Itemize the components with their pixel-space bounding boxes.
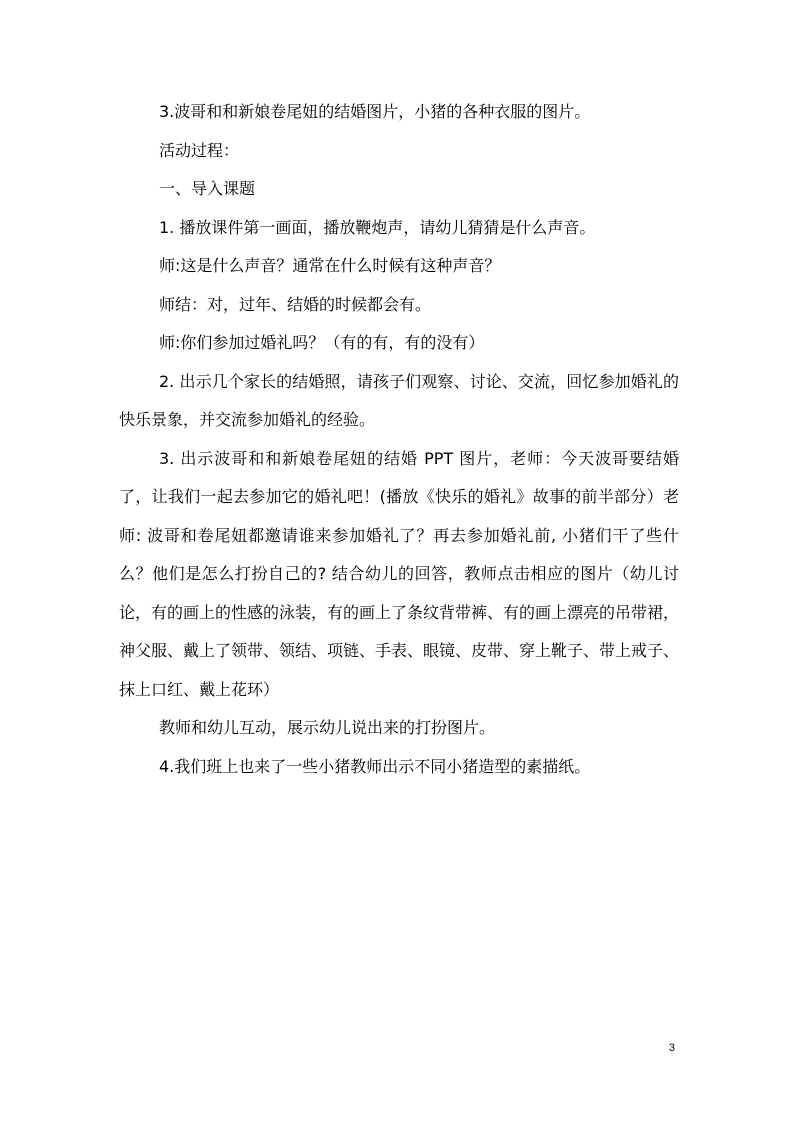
paragraph-step-1: 1. 播放课件第一画面，播放鞭炮声，请幼儿猜猜是什么声音。 (159, 217, 596, 237)
document-body (119, 93, 679, 786)
paragraph-step-2: 2. 出示几个家长的结婚照，请孩子们观察、讨论、交流，回忆参加婚礼的快乐景象，并交流参加婚礼的经验。 (119, 371, 679, 429)
paragraph-teacher-wedding-question: 师:你们参加过婚礼吗？（有的有，有的没有） (159, 333, 485, 352)
section-heading-intro: 一、导入课题 (159, 179, 256, 198)
paragraph-interaction: 教师和幼儿互动，展示幼儿说出来的打扮图片。 (159, 718, 496, 737)
paragraph-teacher-summary: 师结：对，过年、结婚的时候都会有。 (159, 294, 432, 314)
paragraph-step-3: 3. 出示波哥和和新娘卷尾妞的结婚 PPT 图片，老师：今天波哥要结婚了，让我们一起去参加它的婚礼吧！(播放《快乐的婚礼》故事的前半部分）老师: 波哥和卷尾妞都邀请谁来参加婚礼了？再去参加婚礼前, 小猪们干了些什么？他们是怎么打扮自己的? 结合幼儿的回答，教师点击相应的图片（幼儿讨论，有的画上的性感的泳装，有的画上了条纹背带裤、有的画上漂亮的吊带裙，神父服、戴上了领带、领结、项链、手表、眼镜、皮带、穿上靴子、带上戒子、抹上口红、戴上花环） (119, 448, 680, 699)
paragraph-step-4: 4.我们班上也来了一些小猪教师出示不同小猪造型的素描纸。 (159, 756, 591, 776)
paragraph-activity-process: 活动过程： (159, 140, 240, 160)
paragraph-teacher-question: 师:这是什么声音？通常在什么时候有这种声音？ (159, 256, 501, 275)
page-number: 3 (668, 1042, 675, 1054)
paragraph-materials-3: 3.波哥和和新娘卷尾妞的结婚图片，小猪的各种衣服的图片。 (159, 102, 591, 121)
